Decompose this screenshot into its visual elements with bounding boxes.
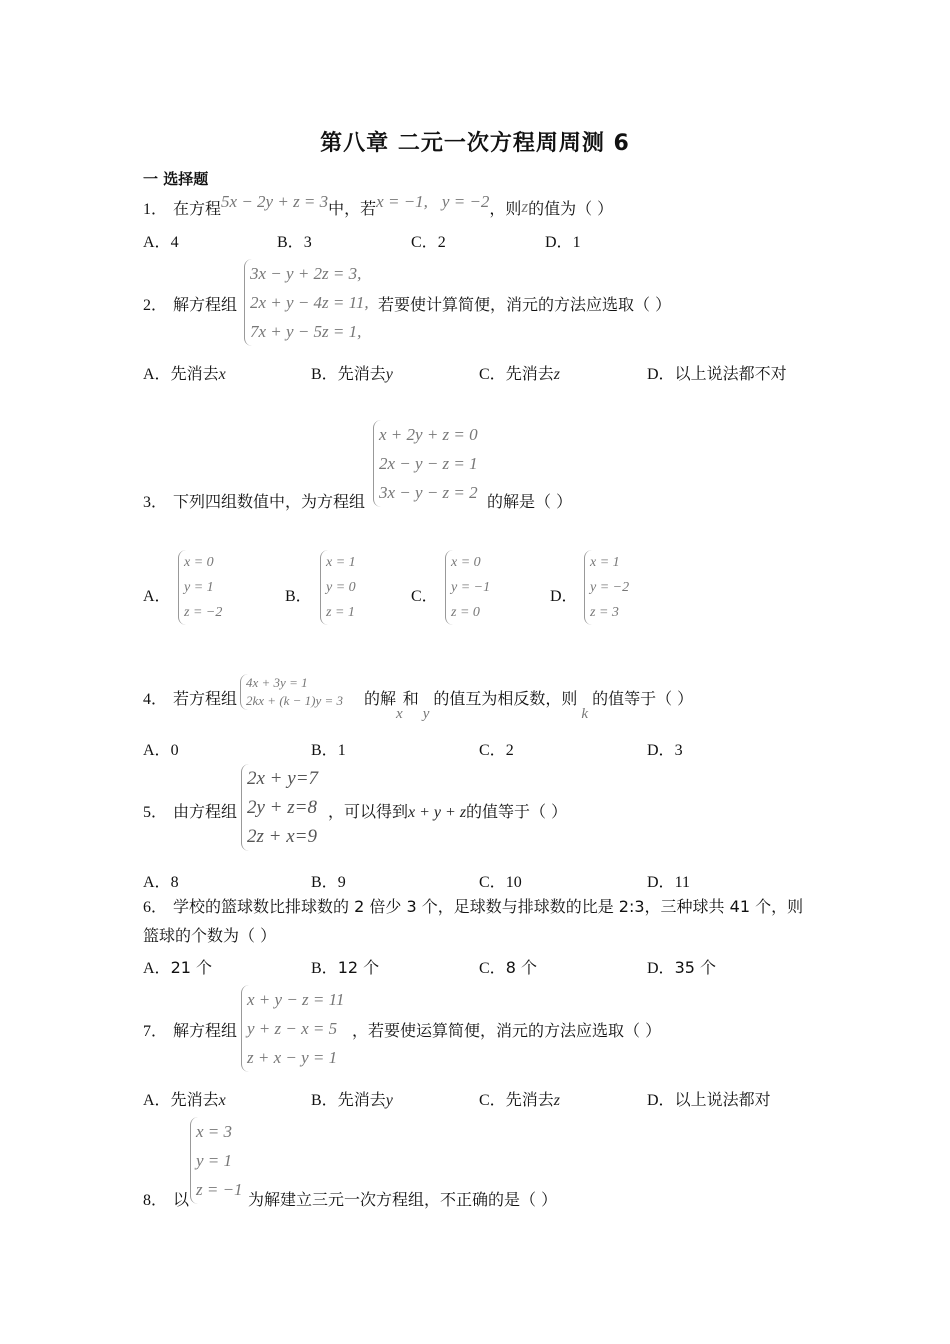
stem-text: 解方程组	[173, 1021, 238, 1040]
option-b-system: x = 1 y = 0 z = 1	[320, 550, 356, 625]
stem-text: 由方程组	[173, 802, 238, 821]
question-4-stem	[143, 689, 237, 710]
equation-row: x + y − z = 11	[247, 990, 345, 1009]
stem-text: ，若要使运算简便，消元的方法应选取（ ）	[352, 1021, 662, 1040]
stem-text: 若要使计算简便，消元的方法应选取（ ）	[378, 295, 672, 314]
question-5-stem-cont	[328, 802, 567, 823]
option-d[interactable]: D．以上说法都对	[647, 1090, 771, 1109]
question-3-stem	[143, 492, 365, 513]
option-b[interactable]: B．3	[277, 234, 312, 251]
equation-row: 2x − y − z = 1	[379, 454, 478, 473]
question-8-stem	[143, 1190, 189, 1211]
option-a-system: x = 0 y = 1 z = −2	[178, 550, 222, 625]
stem-text: 学校的篮球数比排球数的 2 倍少 3 个，足球数与排球数的比是 2:3，三种球共 41 个，则	[173, 897, 804, 916]
equation-row: 3x − y + 2z = 3,	[250, 264, 362, 283]
page-title: 第八章 二元一次方程周周测 6	[320, 131, 630, 156]
equation-row: z + x − y = 1	[247, 1048, 338, 1067]
variable: y	[422, 706, 430, 722]
option-c-system: x = 0 y = −1 z = 0	[445, 550, 490, 625]
stem-text: 在方程	[173, 199, 222, 218]
equation-row: y + z − x = 5	[247, 1019, 338, 1038]
equation-row: 7x + y − 5z = 1,	[250, 322, 362, 341]
stem-text: 解方程组	[173, 295, 238, 314]
stem-text: 以	[173, 1190, 190, 1209]
question-number: 3．	[143, 494, 168, 511]
stem-text: 中，若	[328, 199, 377, 218]
stem-text: 若方程组	[173, 689, 238, 708]
option-c[interactable]: C．2	[411, 234, 446, 251]
question-number: 4．	[143, 691, 168, 708]
stem-text: 的值等于（ ）	[592, 689, 694, 708]
stem-text: 下列四组数值中，为方程组	[173, 492, 366, 511]
option-a[interactable]: A．先消去x	[143, 1090, 226, 1109]
option-b[interactable]: B．1	[311, 742, 346, 759]
question-2-stem	[143, 295, 237, 316]
option-a[interactable]: A．21 个	[143, 958, 213, 977]
option-c[interactable]: C．先消去z	[479, 1090, 560, 1109]
option-d[interactable]: D．以上说法都不对	[647, 364, 787, 383]
equation-system	[241, 764, 318, 851]
equation-row: 3x − y − z = 2	[379, 483, 478, 502]
option-a[interactable]: A．	[143, 588, 171, 605]
option-d[interactable]: D．11	[647, 874, 690, 891]
question-number: 2．	[143, 297, 168, 314]
equation-row: x = 3	[196, 1122, 233, 1141]
question-5-stem	[143, 802, 237, 823]
option-b[interactable]: B．12 个	[311, 958, 380, 977]
equation-row: y = 1	[196, 1151, 233, 1170]
question-6-stem-line1	[143, 897, 803, 918]
stem-text: 为解建立三元一次方程组，不正确的是（ ）	[248, 1190, 558, 1209]
option-d[interactable]: D．35 个	[647, 958, 717, 977]
option-b[interactable]: B．9	[311, 874, 346, 891]
equation-row: 2x + y − 4z = 11,	[250, 293, 369, 312]
question-6-stem-line2: 篮球的个数为（ ）	[143, 926, 277, 945]
stem-text: ，可以得到	[328, 802, 409, 821]
equation-system	[240, 674, 343, 710]
equation: 5x − 2y + z = 3	[221, 192, 329, 211]
option-b[interactable]: B．先消去y	[311, 1090, 393, 1109]
question-number: 7．	[143, 1023, 168, 1040]
condition-y: y = −2	[441, 192, 490, 211]
question-7-stem	[143, 1021, 237, 1042]
question-4-stem-cont	[364, 689, 694, 722]
option-d-system: x = 1 y = −2 z = 3	[584, 550, 629, 625]
variable: z	[521, 197, 529, 216]
option-c[interactable]: C．	[411, 588, 438, 605]
option-c[interactable]: C．8 个	[479, 958, 537, 977]
stem-text: 的值为（ ）	[528, 199, 614, 218]
option-b[interactable]: B．先消去y	[311, 364, 393, 383]
option-d[interactable]: D．1	[545, 234, 581, 251]
equation-system	[244, 259, 369, 346]
stem-text: 的解是（ ）	[487, 492, 573, 511]
stem-text: 的值互为相反数，则	[433, 689, 578, 708]
equation-system	[373, 420, 478, 507]
option-d[interactable]: D．	[550, 588, 578, 605]
option-c[interactable]: C．10	[479, 874, 522, 891]
condition-x: x = −1,	[376, 192, 428, 211]
variable: x	[396, 706, 403, 722]
stem-text: 和	[402, 689, 419, 708]
question-number: 1．	[143, 201, 168, 218]
equation-row: 2kx + (k − 1)y = 3	[246, 693, 344, 708]
equation-row: 2x + y=7	[247, 768, 319, 789]
question-1-stem	[143, 192, 614, 220]
equation-row: z = −1	[196, 1180, 243, 1199]
option-b[interactable]: B．	[285, 588, 312, 605]
equation-system	[241, 985, 344, 1072]
option-a[interactable]: A．先消去x	[143, 364, 226, 383]
option-c[interactable]: C．先消去z	[479, 364, 560, 383]
stem-text: ，则	[489, 199, 522, 218]
question-number: 6．	[143, 899, 168, 916]
equation-row: 2z + x=9	[247, 826, 317, 847]
option-a[interactable]: A．0	[143, 742, 179, 759]
equation-row: 4x + 3y = 1	[246, 675, 308, 690]
stem-text: 的值等于（ ）	[466, 802, 568, 821]
variable: k	[581, 706, 589, 722]
solution-system	[190, 1117, 243, 1204]
option-a[interactable]: A．4	[143, 234, 179, 251]
stem-text: 的解	[364, 689, 397, 708]
section-heading: 一 选择题	[143, 170, 209, 188]
question-number: 5．	[143, 804, 168, 821]
equation-row: 2y + z=8	[247, 797, 317, 818]
option-c[interactable]: C．2	[479, 742, 514, 759]
expression: x + y + z	[408, 804, 467, 821]
option-a[interactable]: A．8	[143, 874, 179, 891]
equation-row: x + 2y + z = 0	[379, 425, 478, 444]
question-number: 8．	[143, 1192, 168, 1209]
option-d[interactable]: D．3	[647, 742, 683, 759]
